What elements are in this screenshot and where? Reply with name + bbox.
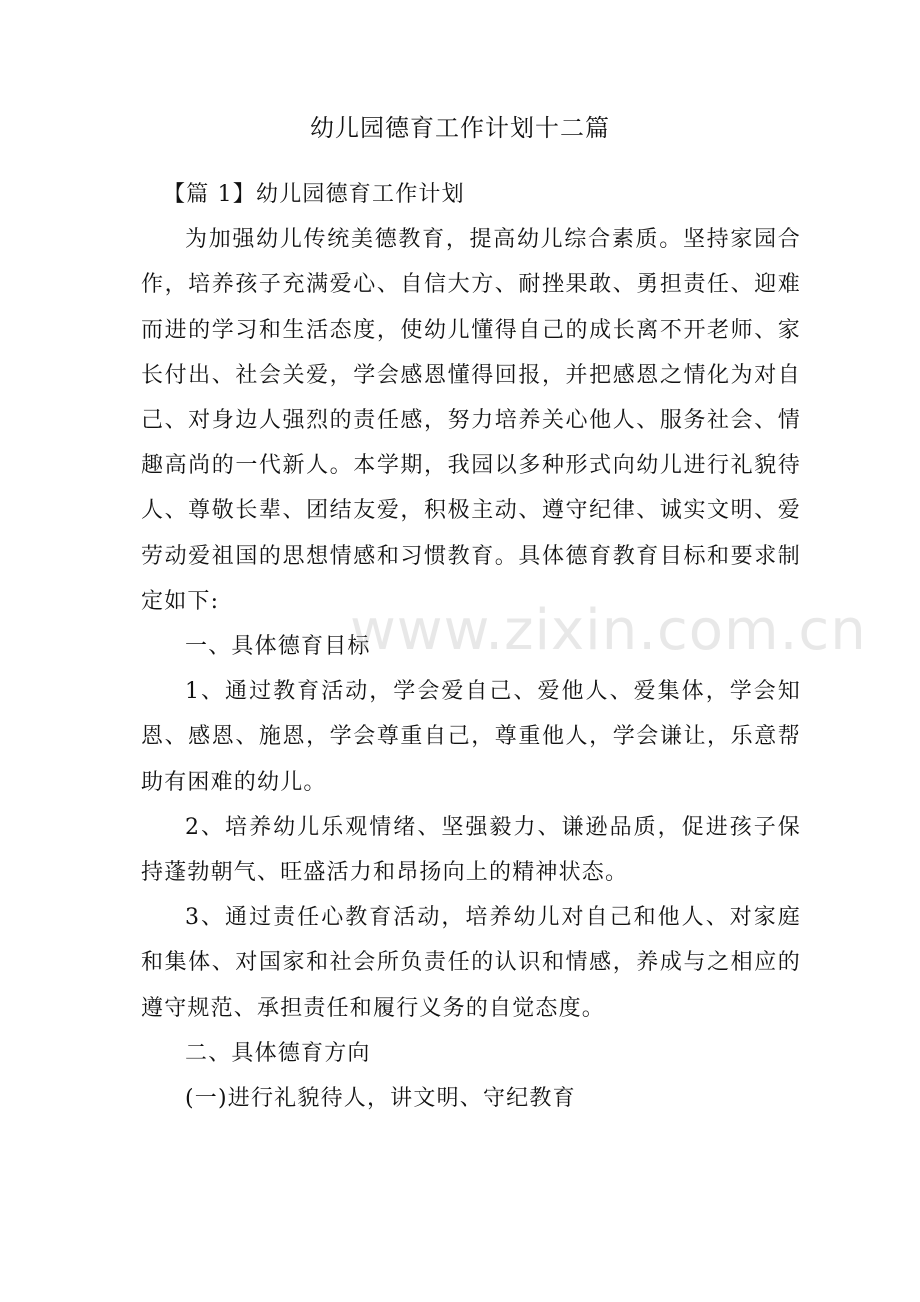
intro-paragraph: 为加强幼儿传统美德教育，提高幼儿综合素质。坚持家园合作，培养孩子充满爱心、自信大方、耐挫果敢、勇担责任、迎难而进的学习和生活态度，使幼儿懂得自己的成长离不开老师、家长付出、社会关爱，学会感恩懂得回报，并把感恩之情化为对自己、对身边人强烈的责任感，努力培养关心他人、服务社会、情趣高尚的一代新人。本学期，我园以多种形式向幼儿进行礼貌待人、尊敬长辈、团结友爱，积极主动、遵守纪律、诚实文明、爱劳动爱祖国的思想情感和习惯教育。具体德育教育目标和要求制定如下: <box>141 227 801 614</box>
section-heading: 【篇 1】幼儿园德育工作计划 <box>163 182 465 207</box>
goal-2-paragraph: 2、培养幼儿乐观情绪、坚强毅力、谦逊品质，促进孩子保持蓬勃朝气、旺盛活力和昂扬向上的精神状态。 <box>141 814 801 886</box>
document-title: 幼儿园德育工作计划十二篇 <box>310 114 610 142</box>
part1-heading: 一、具体德育目标 <box>185 634 371 660</box>
direction-1-heading: (一)进行礼貌待人，讲文明、守纪教育 <box>185 1086 576 1112</box>
document-body <box>141 172 801 1121</box>
part2-heading: 二、具体德育方向 <box>185 1040 371 1066</box>
goal-3-paragraph: 3、通过责任心教育活动，培养幼儿对自己和他人、对家庭和集体、对国家和社会所负责任的认识和情感，养成与之相应的遵守规范、承担责任和履行义务的自觉态度。 <box>141 905 801 1021</box>
site-watermark: www.zixin.com.cn <box>350 598 867 663</box>
goal-1-paragraph: 1、通过教育活动，学会爱自己、爱他人、爱集体，学会知恩、感恩、施恩，学会尊重自己，尊重他人，学会谦让，乐意帮助有困难的幼儿。 <box>141 679 801 795</box>
